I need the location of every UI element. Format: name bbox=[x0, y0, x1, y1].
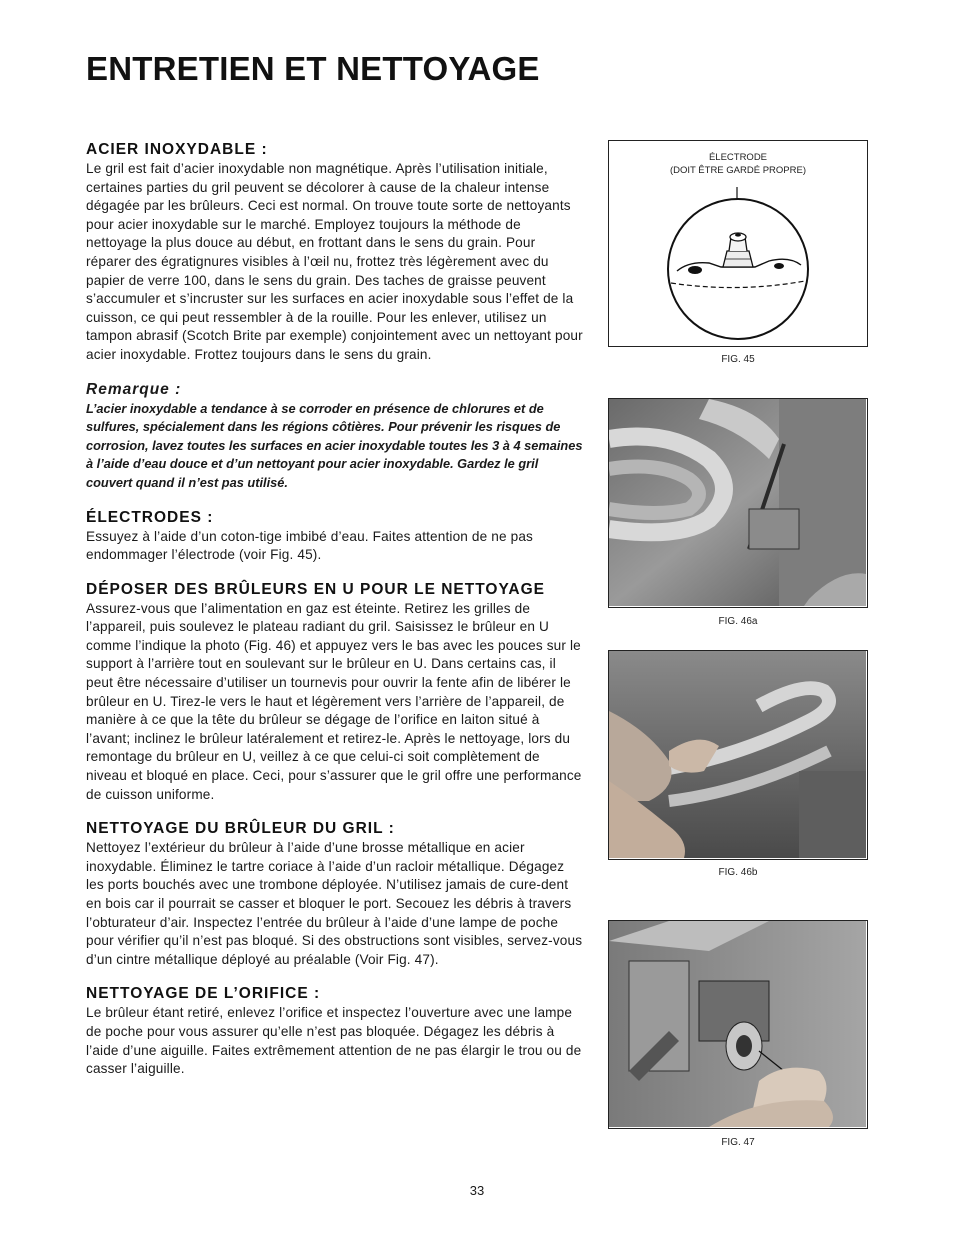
burner-hands-photo bbox=[609, 651, 866, 858]
burner-inlet-photo bbox=[609, 921, 866, 1127]
figure-47-caption: FIG. 47 bbox=[721, 1137, 755, 1148]
note-remarque bbox=[86, 380, 584, 493]
section-nettoyage-orifice bbox=[86, 984, 584, 1078]
figure-46a-photo bbox=[608, 398, 868, 608]
page-title: ENTRETIEN ET NETTOYAGE bbox=[86, 50, 540, 87]
section-body: Essuyez à l’aide d’un coton-tige imbibé d’eau. Faites attention de ne pas endommager l’électrode (voir Fig. 45). bbox=[86, 528, 533, 563]
figure-46a-caption: FIG. 46a bbox=[718, 616, 758, 627]
section-heading: ÉLECTRODES : bbox=[86, 508, 214, 526]
section-deposer-bruleurs bbox=[86, 580, 584, 805]
section-body: Nettoyez l’extérieur du brûleur à l’aide d’une brosse métallique en acier inoxydable. Éliminez le tartre coriace à l’aide d’un racloir métallique. Dégagez les ports bouchés avec une trombone déployée. N’utilisez jamais de cure-dent en bois car il pourrait se casser et bloquer le port. Secouez les débris à travers l’obturateur d’air. Inspectez l’entrée du brûleur à l’aide d’une lampe de poche pour vérifier qu’il n’est pas bloqué. Si des obstructions sont visibles, servez-vous d’un cintre métallique déployé au préalable (Voir Fig. 47). bbox=[86, 840, 583, 967]
note-heading: Remarque : bbox=[86, 380, 182, 398]
figure-46b-caption: FIG. 46b bbox=[718, 867, 758, 878]
page-number: 33 bbox=[469, 1183, 485, 1198]
section-heading: NETTOYAGE DU BRÛLEUR DU GRIL : bbox=[86, 820, 395, 838]
section-acier-inoxydable bbox=[86, 140, 584, 365]
burner-screwdriver-photo bbox=[609, 399, 866, 606]
note-body: L’acier inoxydable a tendance à se corroder en présence de chlorures et de sulfures, spécialement dans les régions côtières. Pour prévenir les risques de corrosion, lavez toutes les surfaces en acier inoxydable toutes les 3 à 4 semaines à l’aide d’eau douce et d’un nettoyant pour acier inoxydable. Gardez le gril couvert quand il n’est pas utilisé. bbox=[86, 400, 583, 490]
figure-46b-photo bbox=[608, 650, 868, 860]
section-body: Le gril est fait d’acier inoxydable non magnétique. Après l’utilisation initiale, certaines parties du gril peuvent se décolorer à cause de la chaleur intense dégagée par les brûleurs. Ceci est normal. On trouve toute sorte de nettoyants pour acier inoxydable sur le marché. Employez toujours la méthode de nettoyage la plus douce au début, en frottant dans le sens du grain. Pour réparer des égratignures visibles à l’œil nu, frottez très légèrement avec du papier de verre 100, dans le sens du grain. Des taches de graisse peuvent s’accumuler et s’incruster sur les surfaces en acier inoxydable sous l’effet de la cuisson, ce qui peut ressembler à de la rouille. Pour les enlever, utilisez un tampon abrasif (Scotch Brite par exemple) conjointement avec un nettoyant pour acier inoxydable. Frottez toujours dans le sens du grain. bbox=[86, 161, 583, 362]
electrode-label bbox=[609, 151, 867, 177]
section-body: Le brûleur étant retiré, enlevez l’orifice et inspectez l’ouverture avec une lampe de poche pour vous assurer qu’elle n’est pas bloquée. Dégagez les débris à l’aide d’une aiguille. Faites extrêmement attention de ne pas élargir le trou ou de casser l’aiguille. bbox=[86, 1005, 582, 1077]
electrode-label-line2: (DOIT ÊTRE GARDÉ PROPRE) bbox=[669, 165, 806, 176]
section-electrodes bbox=[86, 508, 584, 565]
figure-45-electrode-diagram bbox=[608, 140, 868, 347]
figure-45-caption: FIG. 45 bbox=[721, 354, 755, 365]
section-heading: ACIER INOXYDABLE : bbox=[86, 141, 268, 158]
figure-47-photo bbox=[608, 920, 868, 1129]
electrode-label-line1: ÉLECTRODE bbox=[708, 152, 768, 163]
section-body: Assurez-vous que l’alimentation en gaz est éteinte. Retirez les grilles de l’appareil, puis soulevez le plateau radiant du gril. Saisissez le brûleur en U comme l’indique la photo (Fig. 46) et appuyez vers le bas avec les pouces sur le support à l’arrière tout en soulevant sur le brûleur en U. Dans certains cas, il peut être nécessaire d’utiliser un tournevis pour ouvrir la fente afin de libérer le brûleur en U. Tirez-le vers le haut et légèrement vers l’arrière de l’appareil, de manière à ce que la tête du brûleur se dégage de l’orifice en laiton situé à l’avant; inclinez le brûleur latéralement et retirez-le. Après le nettoyage, lors du remontage du brûleur en U, veillez à ce que celui-ci soit complètement de niveau et bloqué en place. Ceci, pour s’assurer que le gril offre une performance de cuisson uniforme. bbox=[86, 600, 582, 802]
section-heading: DÉPOSER DES BRÛLEURS EN U POUR LE NETTOYAGE bbox=[86, 580, 545, 598]
section-nettoyage-bruleur bbox=[86, 819, 584, 969]
text-column bbox=[86, 140, 584, 1094]
section-heading: NETTOYAGE DE L’ORIFICE : bbox=[86, 985, 321, 1003]
